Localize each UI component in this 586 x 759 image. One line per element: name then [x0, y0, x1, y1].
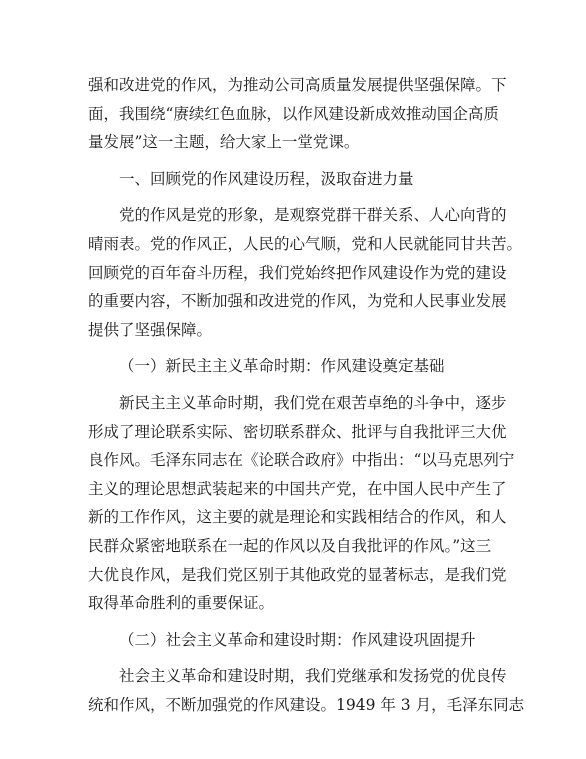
text-line: 新民主主义革命时期，我们党在艰苦卓绝的斗争中，逐步 [119, 393, 507, 412]
text-line: 民群众紧密地联系在一起的作风以及自我批评的作风。”这三 [88, 536, 492, 555]
text-line: 强和改进党的作风，为推动公司高质量发展提供坚强保障。下 [88, 76, 507, 94]
paragraph [88, 662, 525, 719]
text-line: （二）社会主义革命和建设时期：作风建设巩固提升 [119, 630, 476, 649]
text-line: 晴雨表。党的作风正，人民的心气顺，党和人民就能同甘共苦。 [88, 234, 523, 253]
paragraph-gap [88, 381, 506, 389]
paragraph [88, 201, 523, 344]
paragraph-gap [88, 618, 506, 626]
text-line: 统和作风，不断加强党的作风建设。1949 年 3 月，毛泽东同志 [88, 695, 525, 714]
section-heading [88, 352, 506, 381]
text-line: 党的作风是党的形象，是观察党群干群关系、人心向背的 [119, 206, 507, 225]
text-line: 良作风。毛泽东同志在《论联合政府》中指出：“以马克思列宁 [88, 451, 515, 470]
text-line: 新的工作作风，这主要的就是理论和实践相结合的作风，和人 [88, 508, 507, 527]
text-line: 的重要内容，不断加强和改进党的作风，为党和人民事业发展 [88, 292, 507, 311]
paragraph-gap [88, 193, 506, 201]
text-line: 一、回顾党的作风建设历程，汲取奋进力量 [119, 169, 414, 188]
text-line: 提供了坚强保障。 [88, 320, 213, 339]
text-line: 回顾党的百年奋斗历程，我们党始终把作风建设作为党的建设 [88, 263, 507, 282]
paragraph [88, 71, 506, 157]
text-line: 面，我围绕“赓续红色血脉，以作风建设新成效推动国企高质 [88, 104, 499, 123]
text-line: 取得革命胜利的重要保证。 [88, 594, 275, 613]
section-heading [88, 165, 506, 194]
paragraph-gap [88, 344, 506, 352]
text-line: 形成了理论联系实际、密切联系群众、批评与自我批评三大优 [88, 422, 507, 441]
text-line: 大优良作风，是我们党区别于其他政党的显著标志，是我们党 [88, 565, 507, 584]
section-heading [88, 626, 506, 655]
text-line: 主义的理论思想武装起来的中国共产党，在中国人民中产生了 [88, 479, 507, 498]
paragraph [88, 389, 515, 618]
paragraph-gap [88, 157, 506, 165]
text-line: 量发展”这一主题，给大家上一堂党课。 [88, 133, 360, 152]
paragraph-gap [88, 654, 506, 662]
text-line: 社会主义革命和建设时期，我们党继承和发扬党的优良传 [119, 667, 507, 686]
text-line: （一）新民主主义革命时期：作风建设奠定基础 [119, 357, 445, 376]
document-body [88, 71, 525, 719]
